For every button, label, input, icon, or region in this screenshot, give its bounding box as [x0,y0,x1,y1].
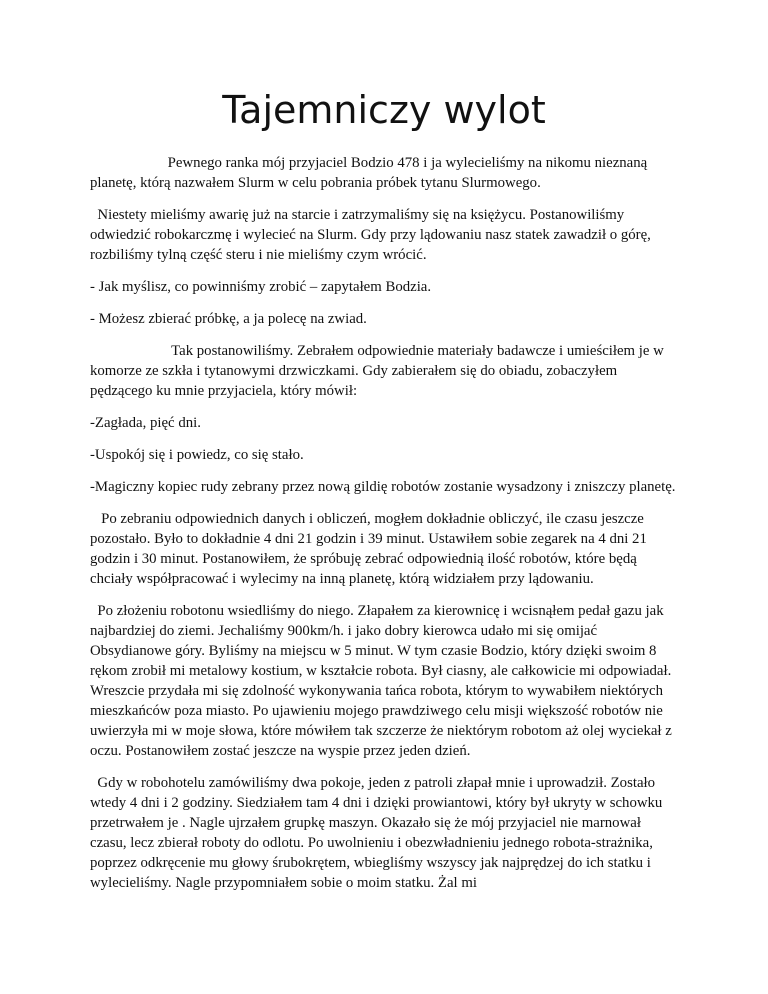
paragraph: - Możesz zbierać próbkę, a ja polecę na zwiad. [90,311,367,327]
document-body [90,153,680,905]
paragraph: Gdy w robohotelu zamówiliśmy dwa pokoje, jeden z patroli złapał mnie i uprowadził. Zostało wtedy 4 dni i 2 godziny. Siedziałem tam 4 dni i dzięki prowiantowi, który był ukryty w schowku przetrwałem je . Nagle ujrzałem grupkę maszyn. Okazało się że mój przyjaciel nie marnował czasu, lecz zbierał roboty do odlotu. Po uwolnieniu i obezwładnieniu jednego robota-strażnika, poprzez odkręcenie mu głowy śrubokrętem, wbiegliśmy wszyscy jak najprędzej do ich statku i wylecieliśmy. Nagle przypomniałem sobie o moim statku. Żal mi [90,775,663,891]
document-title: Tajemniczy wylot [222,88,546,132]
paragraph: Tak postanowiliśmy. Zebrałem odpowiednie materiały badawcze i umieściłem je w komorze ze szkła i tytanowymi drzwiczkami. Gdy zabierałem się do obiadu, zobaczyłem pędzącego ku mnie przyjaciela, który mówił: [90,343,664,399]
paragraph: - Jak myślisz, co powinniśmy zrobić – zapytałem Bodzia. [90,279,432,295]
paragraph: -Zagłada, pięć dni. [90,415,201,431]
paragraph: Pewnego ranka mój przyjaciel Bodzio 478 i ja wylecieliśmy na nikomu nieznaną planetę, którą nazwałem Slurm w celu pobrania próbek tytanu Slurmowego. [90,155,648,191]
paragraph: Po zebraniu odpowiednich danych i obliczeń, mogłem dokładnie obliczyć, ile czasu jeszcze pozostało. Było to dokładnie 4 dni 21 godzin i 39 minut. Ustawiłem sobie zegarek na 4 dni 21 godzin i 30 minut. Postanowiłem, że spróbuję zebrać odpowiednią ilość robotów, które będą chciały współpracować i wylecimy na inną planetę, którą widziałem przy lądowaniu. [90,511,647,587]
paragraph: Niestety mieliśmy awarię już na starcie i zatrzymaliśmy się na księżycu. Postanowiliśmy odwiedzić robokarczmę i wylecieć na Slurm. Gdy przy lądowaniu nasz statek zawadził o górę, rozbiliśmy tylną część steru i nie mieliśmy czym wrócić. [90,207,651,263]
paragraph: -Magiczny kopiec rudy zebrany przez nową gildię robotów zostanie wysadzony i zniszczy planetę. [90,479,676,495]
paragraph: Po złożeniu robotonu wsiedliśmy do niego. Złapałem za kierownicę i wcisnąłem pedał gazu jak najbardziej do ziemi. Jechaliśmy 900km/h. i jako dobry kierowca udało mi się omijać Obsydianowe góry. Byliśmy na miejscu w 5 minut. W tym czasie Bodzio, który dzięki swoim 8 rękom zrobił mi metalowy kostium, w kształcie robota. Był ciasny, ale całkowicie mi odpowiadał. Wreszcie przydała mi się zdolność wykonywania tańca robota, którym to wywabiłem niektórych mieszkańców poza miasto. Po ujawieniu mojego prawdziwego celu misji większość robotów nie uwierzyła mi w moje słowa, które mówiłem tak szczerze że niektórym robotom aż olej wyciekał z oczu. Postanowiłem zostać jeszcze na wyspie przez jeden dzień. [90,603,672,759]
paragraph: -Uspokój się i powiedz, co się stało. [90,447,304,463]
